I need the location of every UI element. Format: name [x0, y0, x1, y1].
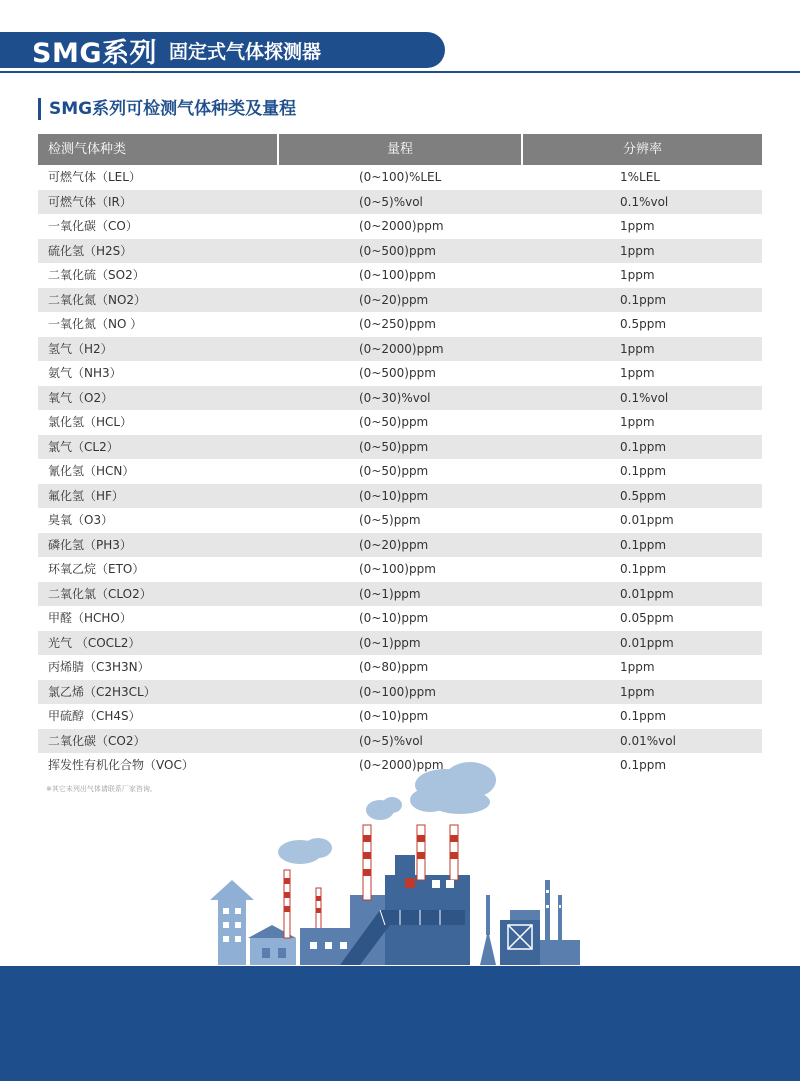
cell-range: (0~50)ppm	[359, 464, 429, 478]
cell-gas-type: 氧气（O2）	[48, 390, 114, 405]
cell-gas-type: 可燃气体（IR）	[48, 194, 132, 209]
cell-range: (0~5)%vol	[359, 733, 423, 748]
cell-range: (0~500)ppm	[359, 366, 436, 380]
cell-gas-type: 氟化氢（HF）	[48, 488, 124, 503]
cell-range: (0~10)ppm	[359, 611, 429, 625]
cell-resolution: 1ppm	[620, 660, 655, 674]
cell-gas-type: 一氧化氮（NO ）	[48, 317, 143, 331]
cell-resolution: 0.1%vol	[620, 194, 669, 209]
cell-gas-type: 二氧化碳（CO2）	[48, 733, 146, 748]
cell-gas-type: 一氧化碳（CO）	[48, 219, 138, 233]
table-row	[38, 484, 762, 509]
cell-resolution: 0.1ppm	[620, 464, 667, 478]
cell-resolution: 1ppm	[620, 219, 655, 233]
cell-gas-type: 挥发性有机化合物（VOC）	[48, 758, 194, 772]
table-row	[38, 337, 762, 362]
cell-resolution: 1ppm	[620, 366, 655, 380]
footnote: ※其它未列出气体请联系厂家咨询。	[46, 785, 157, 793]
table-row	[38, 459, 762, 484]
cell-gas-type: 硫化氢（H2S）	[48, 243, 133, 258]
cell-range: (0~20)ppm	[359, 292, 429, 307]
table-body	[38, 165, 762, 778]
cell-resolution: 0.1ppm	[620, 292, 667, 307]
brand-title: SMG系列	[32, 37, 157, 69]
cell-range: (0~50)ppm	[359, 439, 429, 454]
header-banner	[0, 32, 445, 68]
cell-range: (0~50)ppm	[359, 415, 429, 429]
cell-gas-type: 臭氧（O3）	[48, 513, 114, 527]
cell-resolution: 1ppm	[620, 268, 655, 282]
table-row	[38, 288, 762, 313]
table-row	[38, 582, 762, 607]
table-row	[38, 680, 762, 705]
cell-range: (0~250)ppm	[359, 317, 436, 331]
cell-gas-type: 氰化氢（HCN）	[48, 464, 135, 478]
footer-band	[0, 966, 800, 1081]
cell-range: (0~1)ppm	[359, 635, 421, 650]
table-row	[38, 729, 762, 754]
cell-resolution: 1%LEL	[620, 170, 660, 184]
cell-range: (0~500)ppm	[359, 243, 436, 258]
table-row	[38, 263, 762, 288]
cell-range: (0~5)ppm	[359, 513, 421, 527]
cell-range: (0~20)ppm	[359, 537, 429, 552]
cell-range: (0~10)ppm	[359, 709, 429, 723]
cell-resolution: 1ppm	[620, 415, 655, 429]
cell-resolution: 0.5ppm	[620, 317, 667, 331]
cell-range: (0~5)%vol	[359, 194, 423, 209]
cell-resolution: 0.1%vol	[620, 390, 669, 405]
cell-resolution: 0.1ppm	[620, 709, 667, 723]
cell-gas-type: 光气 （COCL2）	[48, 635, 141, 650]
table-row	[38, 655, 762, 680]
table-row	[38, 704, 762, 729]
cell-range: (0~2000)ppm	[359, 341, 444, 356]
table-row	[38, 435, 762, 460]
cell-gas-type: 环氧乙烷（ETO）	[48, 562, 145, 576]
cell-range: (0~100)ppm	[359, 268, 436, 282]
factory-illustration	[200, 760, 590, 970]
gas-range-table	[38, 134, 762, 778]
cell-resolution: 1ppm	[620, 243, 655, 258]
cell-resolution: 0.1ppm	[620, 439, 667, 454]
cell-gas-type: 氯乙烯（C2H3CL）	[48, 684, 156, 699]
cell-gas-type: 氨气（NH3）	[48, 366, 122, 380]
cell-resolution: 1ppm	[620, 341, 655, 356]
table-row	[38, 190, 762, 215]
table-row	[38, 386, 762, 411]
table-row	[38, 312, 762, 337]
cell-resolution: 0.01ppm	[620, 635, 674, 650]
header-divider	[0, 71, 800, 73]
cell-gas-type: 甲醛（HCHO）	[48, 611, 132, 625]
cell-gas-type: 甲硫醇（CH4S）	[48, 709, 141, 723]
cell-gas-type: 二氧化氯（CLO2）	[48, 586, 152, 601]
cell-gas-type: 二氧化硫（SO2）	[48, 268, 145, 282]
cell-gas-type: 氯化氢（HCL）	[48, 415, 133, 429]
cell-resolution: 0.01%vol	[620, 733, 676, 748]
cell-range: (0~2000)ppm	[359, 219, 444, 233]
table-row	[38, 214, 762, 239]
table-row	[38, 410, 762, 435]
cell-gas-type: 氯气（CL2）	[48, 439, 119, 454]
table-header	[38, 134, 762, 165]
cell-range: (0~80)ppm	[359, 660, 429, 674]
product-subtitle: 固定式气体探测器	[168, 40, 321, 63]
cell-range: (0~100)ppm	[359, 684, 436, 699]
cell-gas-type: 氢气（H2）	[48, 341, 113, 356]
table-row	[38, 165, 762, 190]
cell-range: (0~100)ppm	[359, 562, 436, 576]
cell-resolution: 0.1ppm	[620, 537, 667, 552]
cell-gas-type: 丙烯腈（C3H3N）	[48, 660, 150, 674]
header-range: 量程	[279, 134, 523, 165]
table-row	[38, 508, 762, 533]
table-row	[38, 631, 762, 656]
cell-resolution: 0.05ppm	[620, 611, 674, 625]
cell-range: (0~100)%LEL	[359, 170, 442, 184]
cell-range: (0~2000)ppm	[359, 758, 444, 772]
table-row	[38, 606, 762, 631]
table-row	[38, 239, 762, 264]
cell-resolution: 1ppm	[620, 684, 655, 699]
cell-resolution: 0.1ppm	[620, 758, 667, 772]
cell-range: (0~30)%vol	[359, 390, 431, 405]
cell-range: (0~10)ppm	[359, 488, 429, 503]
header-resolution: 分辨率	[523, 134, 762, 165]
cell-resolution: 0.1ppm	[620, 562, 667, 576]
section-title: SMG系列可检测气体种类及量程	[38, 98, 296, 120]
cell-gas-type: 磷化氢（PH3）	[48, 537, 132, 552]
cell-resolution: 0.5ppm	[620, 488, 667, 503]
header-gas-type: 检测气体种类	[38, 134, 279, 165]
cell-resolution: 0.01ppm	[620, 513, 674, 527]
cell-gas-type: 二氧化氮（NO2）	[48, 292, 147, 307]
cell-resolution: 0.01ppm	[620, 586, 674, 601]
table-row	[38, 557, 762, 582]
table-row	[38, 533, 762, 558]
cell-gas-type: 可燃气体（LEL）	[48, 170, 141, 184]
cell-range: (0~1)ppm	[359, 586, 421, 601]
table-row	[38, 361, 762, 386]
